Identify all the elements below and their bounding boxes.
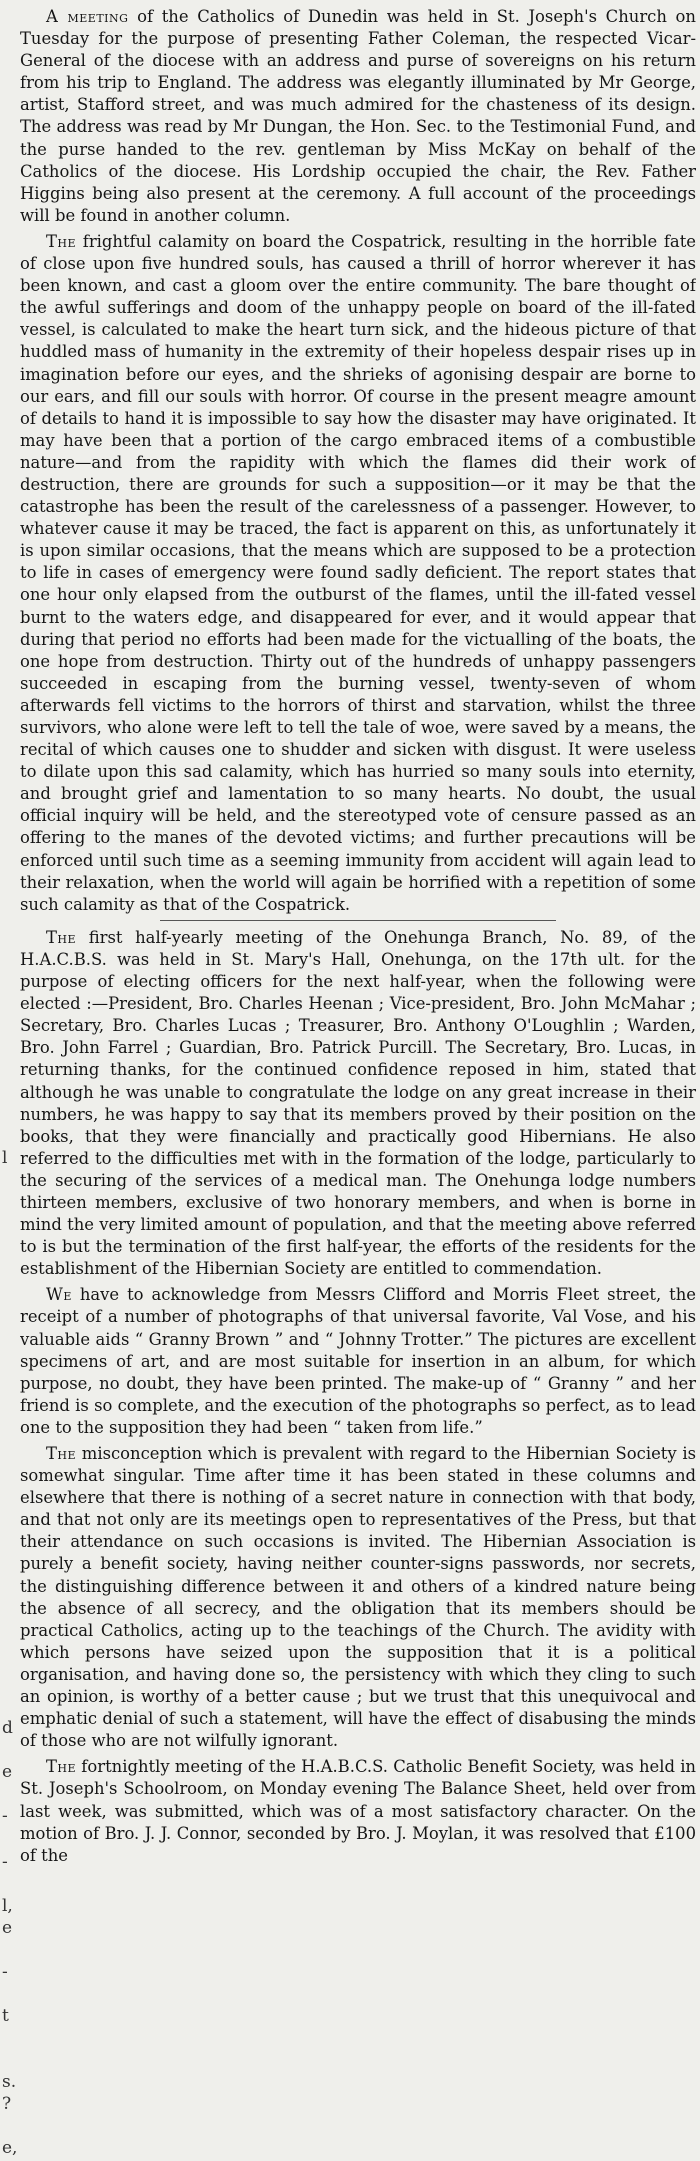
paragraph-lead: The — [46, 927, 77, 947]
paragraph-lead: The — [46, 1757, 77, 1777]
gutter-mark: e, — [2, 2138, 18, 2158]
gutter-mark: - — [2, 1962, 8, 1982]
paragraph-photographs-acknowledgement — [20, 1284, 696, 1439]
paragraph-lead: The — [46, 231, 77, 251]
gutter-mark: s. — [2, 2072, 17, 2092]
paragraph-benefit-society-meeting — [20, 1756, 696, 1866]
paragraph-text: first half-yearly meeting of the Onehunga Branch, No. 89, of the H.A.C.B.S. was held in St. Mary's Hall, Onehunga, on the 17th ult. for the purpose of electing officers for the next half-year, when the following were elected :—President, Bro. Charles Heenan ; Vice-president, Bro. John McMahar ; Secretary, Bro. Charles Lucas ; Treasurer, Bro. Anthony O'Loughlin ; Warden, Bro. John Farrel ; Guardian, Bro. Patrick Purcill. The Secretary, Bro. Lucas, in returning thanks, for the continued confidence reposed in him, stated that although he was unable to congratulate the lodge on any great increase in their numbers, he was happy to say that its members proved by their position on the books, that they were financially and practically good Hibernians. He also referred to the difficulties met with in the formation of the lodge, particularly to the securing of the services of a medical man. The Onehunga lodge numbers thirteen members, exclusive of two honorary members, and when is borne in mind the very limited amount of population, and that the meeting above referred to is but the termination of the first half-year, the efforts of the residents for the establishment of the Hibernian Society are entitled to commendation. — [20, 927, 696, 1279]
gutter-mark: ? — [2, 2094, 12, 2114]
paragraph-text: have to acknowledge from Messrs Clifford and Morris Fleet street, the receipt of a number of photographs of that universal favorite, Val Vose, and his valuable aids “ Granny Brown ” and “ Johnny Trotter.” The pictures are excellent specimens of art, and are most suitable for insertion in an album, for which purpose, no doubt, they have been printed. The make-up of “ Granny ” and her friend is so complete, and the execution of the photographs so perfect, as to lead one to the supposition they had been “ taken from life.” — [20, 1285, 696, 1437]
section-divider — [160, 920, 556, 921]
gutter-mark: d — [2, 1718, 13, 1738]
gutter-mark: e — [2, 1762, 13, 1782]
paragraph-lead: A meeting — [46, 7, 129, 26]
paragraph-cospatrick-calamity — [20, 231, 696, 916]
left-gutter-margin — [0, 0, 18, 2161]
paragraph-lead: We — [46, 1285, 72, 1305]
gutter-mark: t — [2, 2006, 9, 2026]
paragraph-text: misconception which is prevalent with regard to the Hibernian Society is somewhat singular. Time after time it has been stated in these columns and elsewhere that there is nothing of a secret nature in connection with that body, and that not only are its meetings open to representatives of the Press, but that their attendance on such occasions is invited. The Hibernian Association is purely a benefit society, having neither counter-signs passwords, nor secrets, the distinguishing difference between it and others of a kindred nature being the absence of all secrecy, and the obligation that its members should be practical Catholics, acting up to the teachings of the Church. The avidity with which persons have seized upon the supposition that it is a political organisation, and having done so, the persistency with which they cling to such an opinion, is worthy of a better cause ; but we trust that this unequivocal and emphatic denial of such a statement, will have the effect of disabusing the minds of those who are not wilfully ignorant. — [20, 1444, 696, 1751]
paragraph-text: of the Catholics of Dunedin was held in St. Joseph's Church on Tuesday for the purpose of presenting Father Coleman, the respected Vicar-General of the diocese with an address and purse of sovereigns on his return from his trip to England. The address was elegantly illuminated by Mr George, artist, Stafford street, and was much admired for the chasteness of its design. The address was read by Mr Dungan, the Hon. Sec. to the Testimonial Fund, and the purse handed to the rev. gentleman by Miss McKay on behalf of the Catholics of the diocese. His Lordship occupied the chair, the Rev. Father Higgins being also present at the ceremony. A full account of the proceedings will be found in another column. — [20, 7, 696, 225]
gutter-mark: - — [2, 1852, 8, 1872]
paragraph-text: frightful calamity on board the Cospatrick, resulting in the horrible fate of close upon five hundred souls, has caused a thrill of horror wherever it has been known, and cast a gloom over the entire community. The bare thought of the awful sufferings and doom of the unhappy people on board of the ill-fated vessel, is calculated to make the heart turn sick, and the hideous picture of that huddled mass of humanity in the extremity of their hopeless despair rises up in imagination before our eyes, and the shrieks of agonising despair are borne to our ears, and fill our souls with horror. Of course in the present meagre amount of details to hand it is impossible to say how the disaster may have originated. It may have been that a portion of the cargo embraced items of a combustible nature—and from the rapidity with which the flames did their work of destruction, there are grounds for such a supposition—or it may be that the catastrophe has been the result of the carelessness of a passenger. However, to whatever cause it may be traced, the fact is apparent on this, as unfortunately it is upon similar occasions, that the means which are supposed to be a protection to life in cases of emergency were found sadly deficient. The report states that one hour only elapsed from the outburst of the flames, until the ill-fated vessel burnt to the waters edge, and disappeared for ever, and it would appear that during that period no efforts had been made for the victualling of the boats, the one hope from destruction. Thirty out of the hundreds of unhappy passengers succeeded in escaping from the burning vessel, twenty-seven of whom afterwards fell victims to the horrors of thirst and starvation, whilst the three survivors, who alone were left to tell the tale of woe, were saved by a means, the recital of which causes one to shudder and sicken with disgust. It were useless to dilate upon this sad calamity, which has hurried so many souls into eternity, and brought grief and lamentation to so many hearts. No doubt, the usual official inquiry will be held, and the stereotyped vote of censure passed as an offering to the manes of the devoted victims; and further precautions will be enforced until such time as a seeming immunity from accident will again lead to their relaxation, when the world will again be horrified with a repetition of some such calamity as that of the Cospatrick. — [20, 231, 696, 914]
paragraph-lead: The — [46, 1444, 77, 1463]
article-column — [20, 6, 696, 2156]
gutter-mark: l — [2, 1148, 8, 1168]
gutter-mark: - — [2, 1806, 8, 1826]
paragraph-hibernian-misconception — [20, 1443, 696, 1752]
paragraph-onehunga-branch-meeting — [20, 927, 696, 1281]
paragraph-father-coleman-presentation — [20, 6, 696, 227]
paragraph-text: fortnightly meeting of the H.A.B.C.S. Catholic Benefit Society, was held in St. Joseph's Schoolroom, on Monday evening The Balance Sheet, held over from last week, was submitted, which was of a most satisfactory character. On the motion of Bro. J. J. Connor, seconded by Bro. J. Moylan, it was resolved that £100 of the — [20, 1757, 696, 1865]
gutter-mark: e — [2, 1918, 13, 1938]
gutter-mark: l, — [2, 1896, 13, 1916]
